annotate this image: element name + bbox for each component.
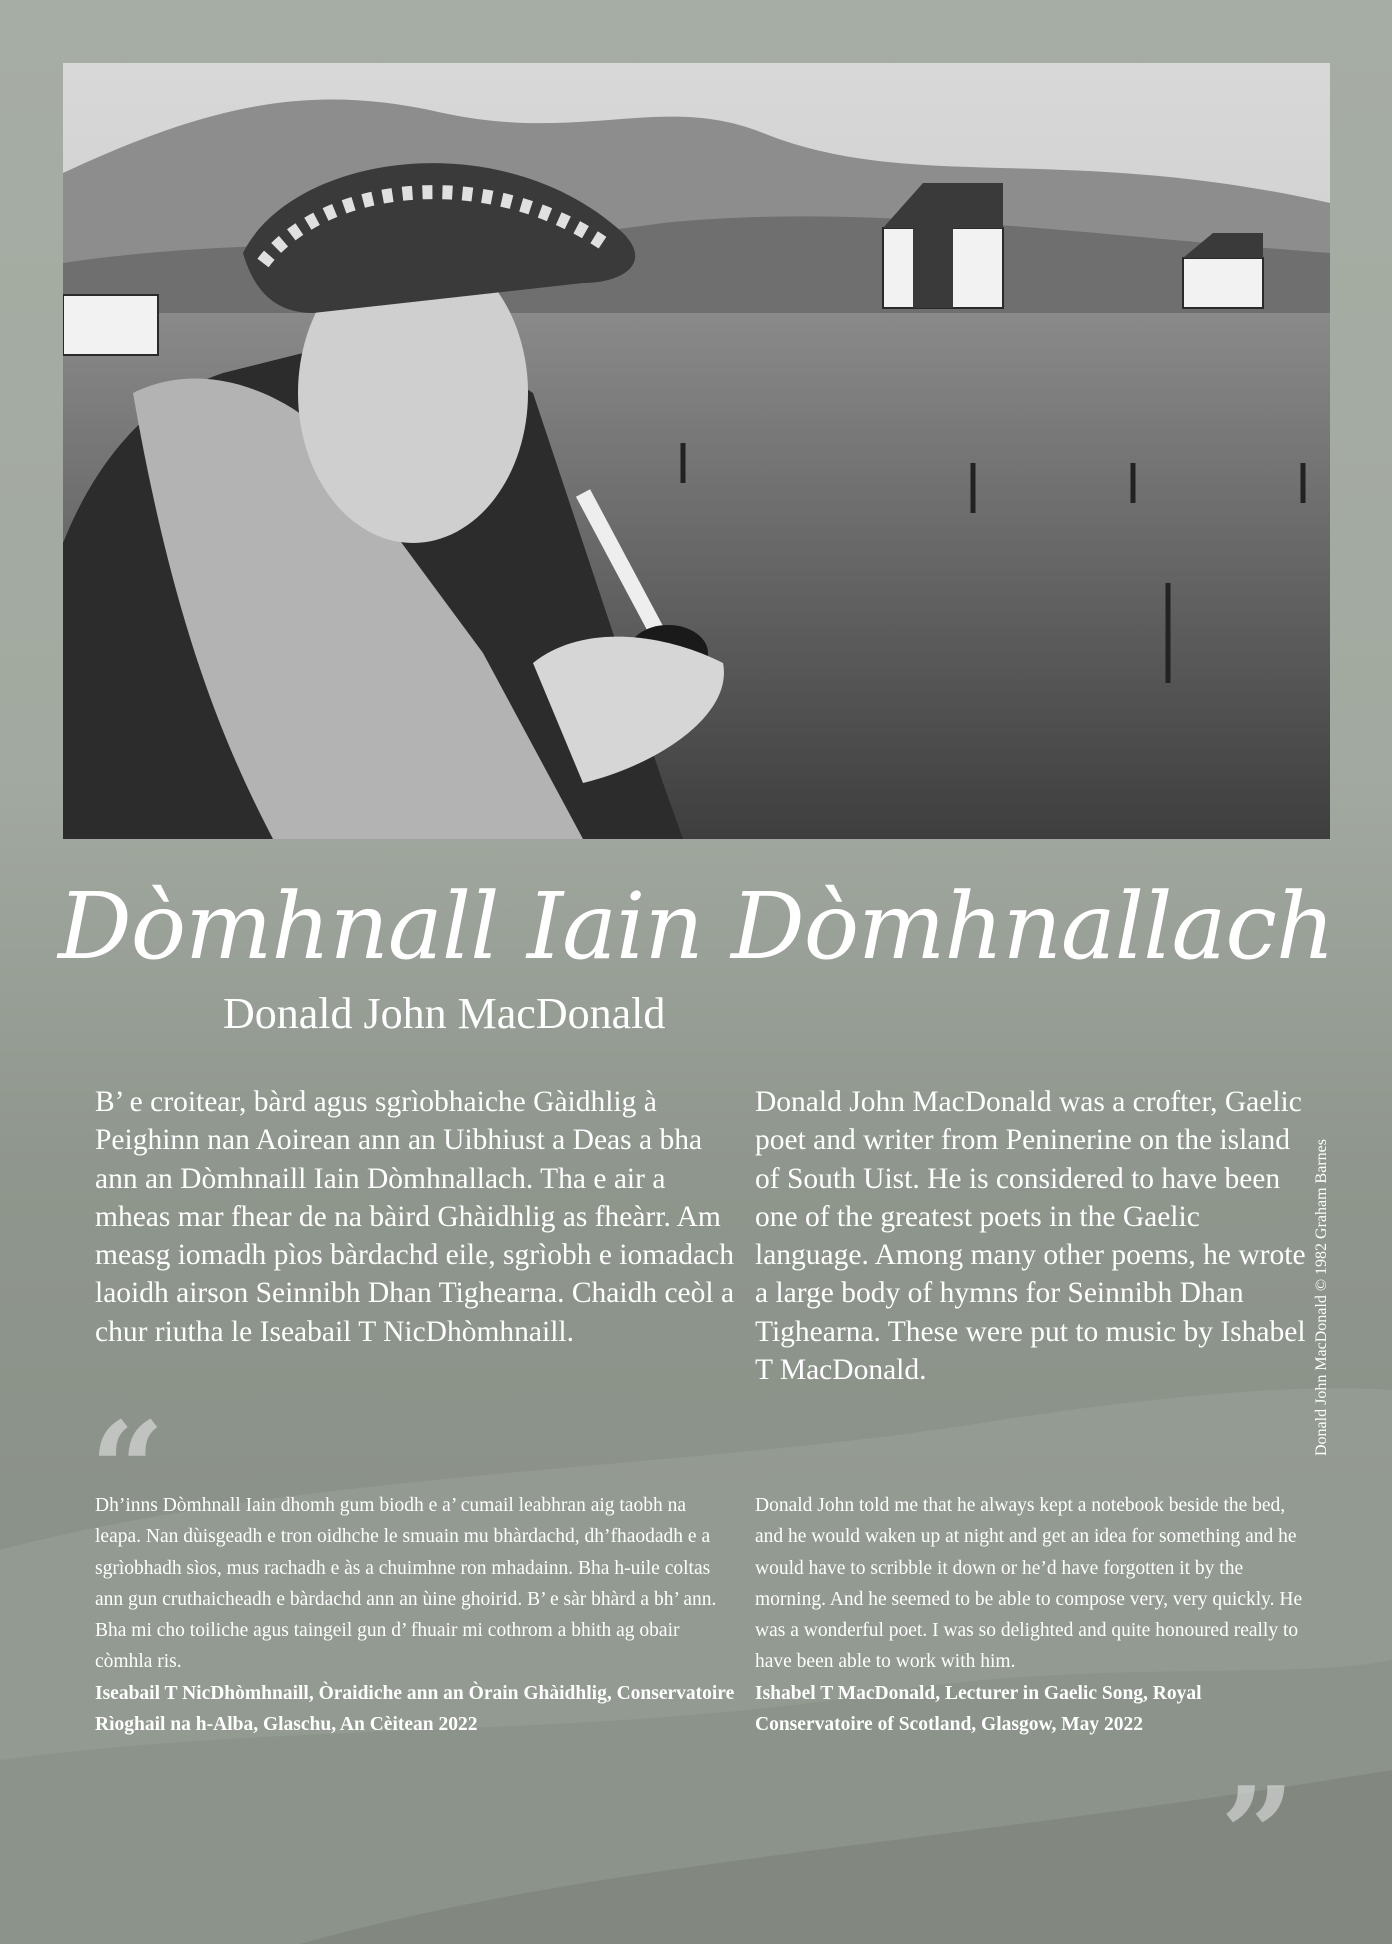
quote-gaelic-attribution: Iseabail T NicDhòmhnaill, Òraidiche ann an Òrain Ghàidhlig, Conservatoire Rìoghail na h-Alba, Glaschu, An Cèitean 2022 (95, 1682, 735, 1736)
quote-gaelic-text: Dh’inns Dòmhnall Iain dhomh gum biodh e a’ cumail leabhran aig taobh na leapa. Nan dùisgeadh e tron oidhche le smuain mu bhàrdachd, dh’fhaodadh e a sgrìobhadh sìos, mus rachadh e às a chuimhne ron mhadainn. Bha h-uile coltas ann gun cruthaicheadh e bàrdachd ann an ùine ghoirid. B’ e sàr bhàrd a bh’ ann. Bha mi cho toiliche agus taingeil gun d’ fhuair mi cothrom a bhith ag obair còmhla ris. (95, 1495, 717, 1673)
title-english: Donald John MacDonald (223, 989, 666, 1038)
photo-illustration (63, 63, 1330, 839)
intro-english: Donald John MacDonald was a crofter, Gaelic poet and writer from Peninerine on the island of South Uist. He is considered to have been one of the greatest poets in the Gaelic language. Among many other poems, he wrote a large body of hymns for Seinnibh Dhan Tighearna. These were put to music by Ishabel T MacDonald. (755, 1086, 1306, 1387)
intro-gaelic: B’ e croitear, bàrd agus sgrìobhaiche Gàidhlig à Peighinn nan Aoirean ann an Uibhiust a Deas a bha ann an Dòmhnaill Iain Dòmhnallach. Tha e air a mheas mar fhear de na bàird Ghàidhlig as fheàrr. Am measg iomadh pìos bàrdachd eile, sgrìobh e iomadach laoidh airson Seinnibh Dhan Tighearna. Chaidh ceòl a chur riutha le Iseabail T NicDhòmhnaill. (95, 1086, 735, 1348)
title-gaelic: Dòmhnall Iain Dòmhnallach (58, 873, 1335, 980)
quote-gaelic (95, 1490, 735, 1740)
quote-english-text: Donald John told me that he always kept a notebook beside the bed, and he would waken up at night and get an idea for something and he would have to scribble it down or he’d have forgotten it by the morning. And he seemed to be able to compose very, very quickly. He was a wonderful poet. I was so delighted and quite honoured really to have been able to work with him. (755, 1495, 1303, 1673)
quote-english-attribution: Ishabel T MacDonald, Lecturer in Gaelic Song, Royal Conservatoire of Scotland, Glasgow, May 2022 (755, 1682, 1202, 1736)
portrait-photo (63, 63, 1330, 839)
quote-english (755, 1490, 1315, 1740)
photo-credit: Donald John MacDonald © 1982 Graham Barnes (1313, 1139, 1330, 1456)
close-quote-mark: ” (1220, 1758, 1295, 1911)
open-quote-mark: “ (90, 1393, 165, 1546)
